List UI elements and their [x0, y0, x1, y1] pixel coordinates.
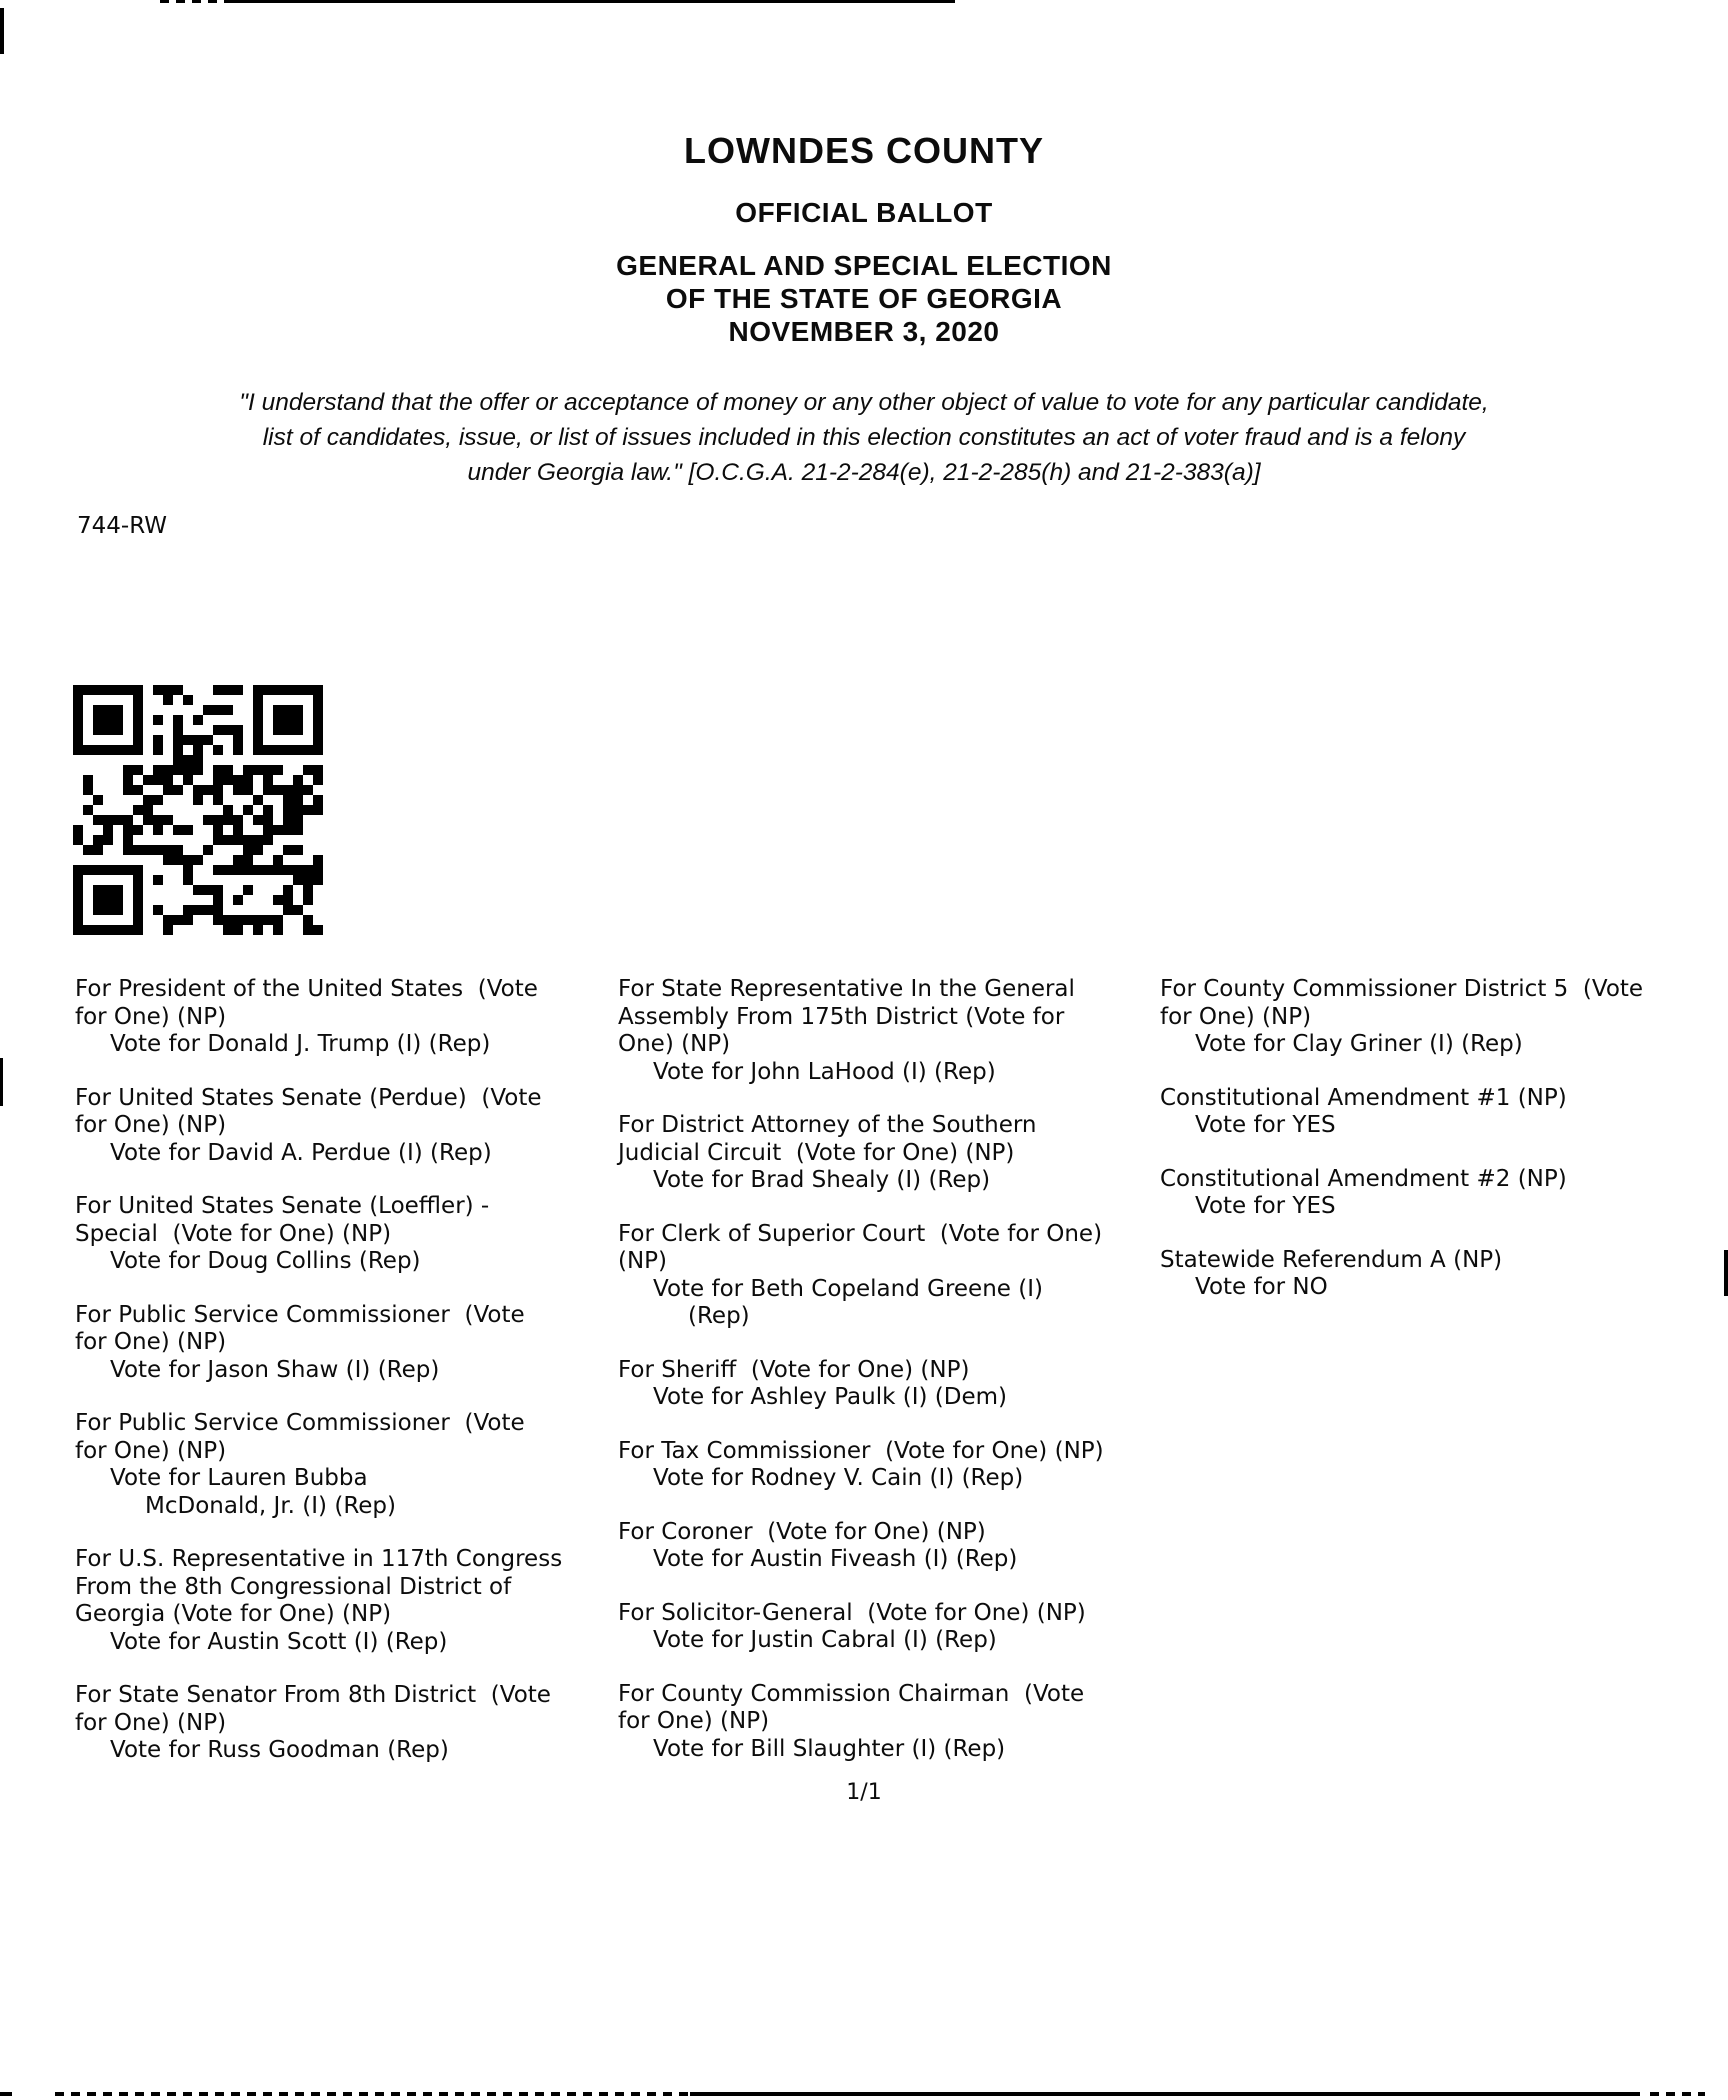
race-vote-line: Vote for NO [1195, 1274, 1328, 1300]
race-vote-line: Vote for Clay Griner (I) (Rep) [1195, 1031, 1523, 1057]
ballot-type-title: OFFICIAL BALLOT [735, 197, 993, 228]
race-vote-line: Vote for Rodney V. Cain (I) (Rep) [653, 1465, 1024, 1491]
race-title-line: (NP) [618, 1248, 668, 1274]
race-title-line: for One) (NP) [618, 1708, 770, 1734]
race-vote-line: Vote for David A. Perdue (I) (Rep) [110, 1139, 492, 1166]
ballot-race [75, 1085, 620, 1168]
scan-artifact [0, 1058, 3, 1106]
race-vote-line: Vote for Doug Collins (Rep) [110, 1248, 421, 1274]
scan-artifact [690, 2092, 1640, 2096]
precinct-code: 744-RW [77, 513, 167, 539]
race-title-line: for One) (NP) [75, 1709, 227, 1736]
ballot-race [75, 1410, 620, 1520]
voter-fraud-disclaimer [0, 385, 1728, 490]
race-title-line: Georgia (Vote for One) (NP) [75, 1601, 392, 1627]
race-title-line: For Sheriff (Vote for One) (NP) [618, 1356, 970, 1383]
scan-artifact [232, 0, 955, 3]
ballot-race [75, 1682, 620, 1765]
race-title-line: for One) (NP) [75, 1437, 227, 1464]
race-title-line: for One) (NP) [1160, 1003, 1312, 1030]
ballot-column-2 [618, 976, 1160, 1789]
race-title-line: for One) (NP) [75, 1112, 227, 1138]
race-vote-line: Vote for Jason Shaw (I) (Rep) [110, 1356, 440, 1383]
race-vote-line: Vote for Russ Goodman (Rep) [110, 1737, 449, 1763]
race-vote-line: Vote for YES [1195, 1112, 1336, 1138]
race-title-line: For U.S. Representative in 117th Congress [75, 1546, 563, 1572]
race-vote-line: (Rep) [688, 1303, 750, 1329]
disclaimer-line: under Georgia law." [O.C.G.A. 21-2-284(e), 21-2-285(h) and 21-2-383(a)] [467, 459, 1261, 486]
disclaimer-line: list of candidates, issue, or list of issues included in this election constitutes an act of voter fraud and is a felony [262, 424, 1466, 451]
ballot-column-3 [1160, 976, 1728, 1328]
ballot-race [1160, 1166, 1728, 1221]
race-title-line: for One) (NP) [75, 1329, 227, 1355]
race-vote-line: Vote for YES [1195, 1193, 1336, 1219]
race-vote-line: Vote for John LaHood (I) (Rep) [653, 1058, 996, 1085]
election-title-line: NOVEMBER 3, 2020 [728, 316, 1000, 347]
ballot-race [618, 1681, 1160, 1764]
race-title-line: One) (NP) [618, 1031, 731, 1057]
county-title: LOWNDES COUNTY [684, 130, 1044, 171]
scan-artifact [0, 2092, 12, 2096]
race-vote-line: Vote for Ashley Paulk (I) (Dem) [653, 1384, 1007, 1410]
ballot-race [618, 1519, 1160, 1574]
race-title-line: For Clerk of Superior Court (Vote for One) [618, 1220, 1103, 1247]
ballot-race [618, 1221, 1160, 1331]
race-title-line: Statewide Referendum A (NP) [1160, 1246, 1503, 1273]
qr-code-icon [73, 685, 323, 935]
election-title [0, 249, 1728, 348]
race-title-line: Constitutional Amendment #2 (NP) [1160, 1165, 1567, 1192]
race-vote-line: Vote for Brad Shealy (I) (Rep) [653, 1167, 991, 1193]
race-title-line: For State Senator From 8th District (Vote [75, 1682, 551, 1708]
race-title-line: For District Attorney of the Southern [618, 1112, 1037, 1138]
scan-artifact [55, 2092, 690, 2096]
race-title-line: For County Commission Chairman (Vote [618, 1680, 1085, 1707]
ballot-race [618, 1112, 1160, 1195]
ballot-race [75, 976, 620, 1059]
ballot-race [75, 1302, 620, 1385]
ballot-race [75, 1193, 620, 1276]
race-title-line: For Solicitor-General (Vote for One) (NP) [618, 1599, 1086, 1626]
election-title-line: OF THE STATE OF GEORGIA [665, 283, 1063, 314]
ballot-race [618, 976, 1160, 1086]
race-title-line: Constitutional Amendment #1 (NP) [1160, 1084, 1567, 1111]
race-vote-line: Vote for Beth Copeland Greene (I) [653, 1275, 1043, 1302]
scan-artifact [160, 0, 232, 3]
ballot-race [618, 1357, 1160, 1412]
race-vote-line: McDonald, Jr. (I) (Rep) [145, 1492, 396, 1519]
ballot-race [1160, 1247, 1728, 1302]
race-title-line: For State Representative In the General [618, 976, 1075, 1002]
race-title-line: From the 8th Congressional District of [75, 1573, 512, 1600]
race-vote-line: Vote for Bill Slaughter (I) (Rep) [653, 1735, 1006, 1762]
race-title-line: For Tax Commissioner (Vote for One) (NP) [618, 1437, 1104, 1464]
ballot-race [75, 1546, 620, 1656]
race-vote-line: Vote for Donald J. Trump (I) (Rep) [110, 1031, 491, 1057]
race-vote-line: Vote for Lauren Bubba [110, 1465, 368, 1491]
ballot-race [1160, 976, 1728, 1059]
race-title-line: For United States Senate (Loeffler) - [75, 1193, 490, 1219]
race-title-line: for One) (NP) [75, 1003, 227, 1030]
race-title-line: For County Commissioner District 5 (Vote [1160, 976, 1644, 1002]
race-title-line: For Coroner (Vote for One) (NP) [618, 1518, 986, 1545]
race-title-line: For United States Senate (Perdue) (Vote [75, 1084, 542, 1111]
ballot-race [618, 1438, 1160, 1493]
race-vote-line: Vote for Justin Cabral (I) (Rep) [653, 1627, 997, 1653]
ballot-column-1 [75, 976, 620, 1791]
election-title-line: GENERAL AND SPECIAL ELECTION [616, 250, 1112, 281]
race-title-line: Judicial Circuit (Vote for One) (NP) [618, 1139, 1015, 1166]
ballot-race [1160, 1085, 1728, 1140]
race-title-line: For Public Service Commissioner (Vote [75, 1410, 525, 1436]
race-vote-line: Vote for Austin Scott (I) (Rep) [110, 1628, 448, 1655]
race-title-line: For Public Service Commissioner (Vote [75, 1301, 525, 1328]
race-vote-line: Vote for Austin Fiveash (I) (Rep) [653, 1546, 1018, 1572]
race-title-line: For President of the United States (Vote [75, 976, 538, 1002]
race-title-line: Assembly From 175th District (Vote for [618, 1003, 1065, 1030]
page-number: 1/1 [846, 1780, 882, 1805]
race-title-line: Special (Vote for One) (NP) [75, 1220, 392, 1247]
scan-artifact [1650, 2092, 1705, 2096]
scan-artifact [0, 8, 4, 54]
disclaimer-line: "I understand that the offer or acceptance of money or any other object of value to vote for any particular candidate, [239, 389, 1489, 416]
ballot-race [618, 1600, 1160, 1655]
